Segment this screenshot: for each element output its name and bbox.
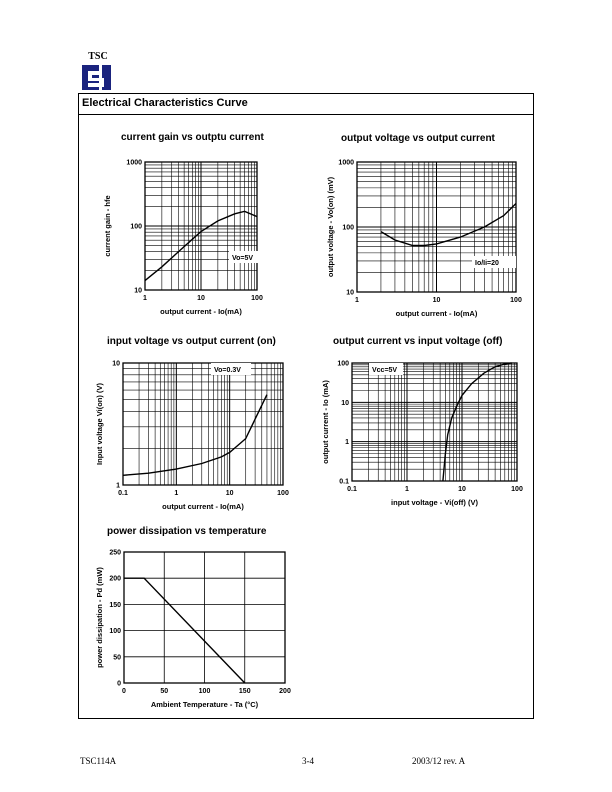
series-line	[381, 204, 516, 246]
chart-svg	[319, 335, 529, 530]
annotation-label: Vcc=5V	[372, 367, 398, 374]
y-tick-label: 200	[109, 575, 121, 583]
x-tick-label: 200	[279, 688, 291, 695]
annotation-label: Vo=5V	[232, 255, 254, 262]
x-tick-label: 100	[198, 688, 211, 695]
annotation-label: Io/Ii=20	[475, 260, 499, 267]
y-tick-label: 10	[346, 289, 354, 297]
section-title: Electrical Characteristics Curve	[82, 97, 248, 109]
x-tick-label: 1	[355, 297, 359, 304]
x-tick-label: 100	[251, 295, 263, 302]
y-tick-label: 10	[134, 287, 142, 295]
x-tick-label: 1	[143, 295, 147, 302]
x-axis-label: output current - Io(mA)	[162, 502, 244, 511]
chart-svg	[93, 335, 303, 530]
y-tick-label: 250	[109, 549, 121, 557]
chart-output-current	[319, 335, 529, 530]
y-axis-label: output current - Io (mA)	[321, 380, 330, 464]
x-tick-label: 1	[405, 486, 409, 493]
y-tick-label: 0	[117, 680, 121, 688]
y-axis-label: Input voltage Vi(on) (V)	[95, 383, 104, 465]
x-tick-label: 10	[432, 297, 441, 304]
section-header	[79, 94, 533, 115]
chart-title: input voltage vs output current (on)	[107, 336, 276, 347]
x-tick-label: 10	[197, 295, 205, 302]
x-axis-label: input voltage - Vi(off) (V)	[391, 498, 478, 507]
series-line	[123, 395, 267, 476]
company-logo	[78, 52, 118, 92]
y-tick-label: 100	[130, 223, 142, 231]
footer-doc-id: TSC114A	[80, 756, 117, 766]
y-tick-label: 50	[113, 654, 121, 662]
x-axis-label: output current - Io(mA)	[160, 307, 242, 316]
plot-area	[326, 160, 522, 319]
chart-power-dissipation	[93, 525, 303, 715]
x-tick-label: 0	[122, 688, 126, 695]
y-tick-label: 10	[112, 360, 120, 368]
plot-area	[95, 550, 291, 710]
chart-title: output voltage vs output current	[341, 133, 495, 144]
x-tick-label: 10	[225, 490, 234, 497]
y-tick-label: 150	[109, 601, 121, 609]
x-tick-label: 150	[238, 688, 251, 695]
y-tick-label: 1000	[126, 159, 142, 167]
y-tick-label: 1000	[338, 159, 354, 167]
x-tick-label: 10	[458, 486, 466, 493]
plot-area	[321, 361, 523, 508]
chart-current-gain	[97, 132, 297, 322]
footer-revision: 2003/12 rev. A	[412, 756, 466, 766]
x-tick-label: 0.1	[347, 486, 357, 493]
x-axis-label: output current - Io(mA)	[395, 309, 478, 318]
logo-mark	[78, 52, 118, 92]
chart-svg	[93, 525, 303, 715]
chart-title: current gain vs outptu current	[121, 132, 264, 143]
y-tick-label: 0.1	[339, 478, 349, 486]
y-tick-label: 10	[341, 399, 349, 407]
chart-output-voltage	[319, 132, 524, 322]
plot-border	[352, 363, 517, 481]
x-tick-label: 100	[511, 486, 523, 493]
x-tick-label: 1	[174, 490, 179, 497]
y-axis-label: power dissipation - Pd (mW)	[95, 567, 104, 668]
x-axis-label: Ambient Temperature - Ta (°C)	[150, 700, 259, 709]
chart-input-voltage	[93, 335, 303, 530]
y-axis-label: output voltage - Vo(on) (mV)	[326, 176, 335, 278]
footer-page-number: 3-4	[302, 756, 314, 766]
plot-area	[103, 160, 263, 317]
x-tick-label: 100	[277, 490, 289, 497]
chart-title: power dissipation vs temperature	[107, 526, 267, 537]
x-tick-label: 0.1	[118, 490, 128, 497]
y-tick-label: 100	[109, 628, 121, 636]
plot-area	[95, 361, 289, 512]
y-tick-label: 1	[345, 439, 349, 447]
y-axis-label: current gain - hfe	[103, 195, 112, 257]
y-tick-label: 100	[337, 360, 349, 368]
logo-text: TSC	[88, 51, 108, 62]
characteristics-frame	[78, 93, 534, 719]
plot-border	[123, 363, 283, 485]
y-tick-label: 100	[342, 224, 354, 232]
chart-title: output current vs input voltage (off)	[333, 336, 503, 347]
chart-svg	[97, 132, 297, 322]
x-tick-label: 100	[510, 297, 522, 304]
y-tick-label: 1	[116, 482, 120, 490]
chart-svg	[319, 132, 524, 322]
x-tick-label: 50	[160, 688, 169, 695]
annotation-label: Vo=0.3V	[214, 367, 241, 374]
